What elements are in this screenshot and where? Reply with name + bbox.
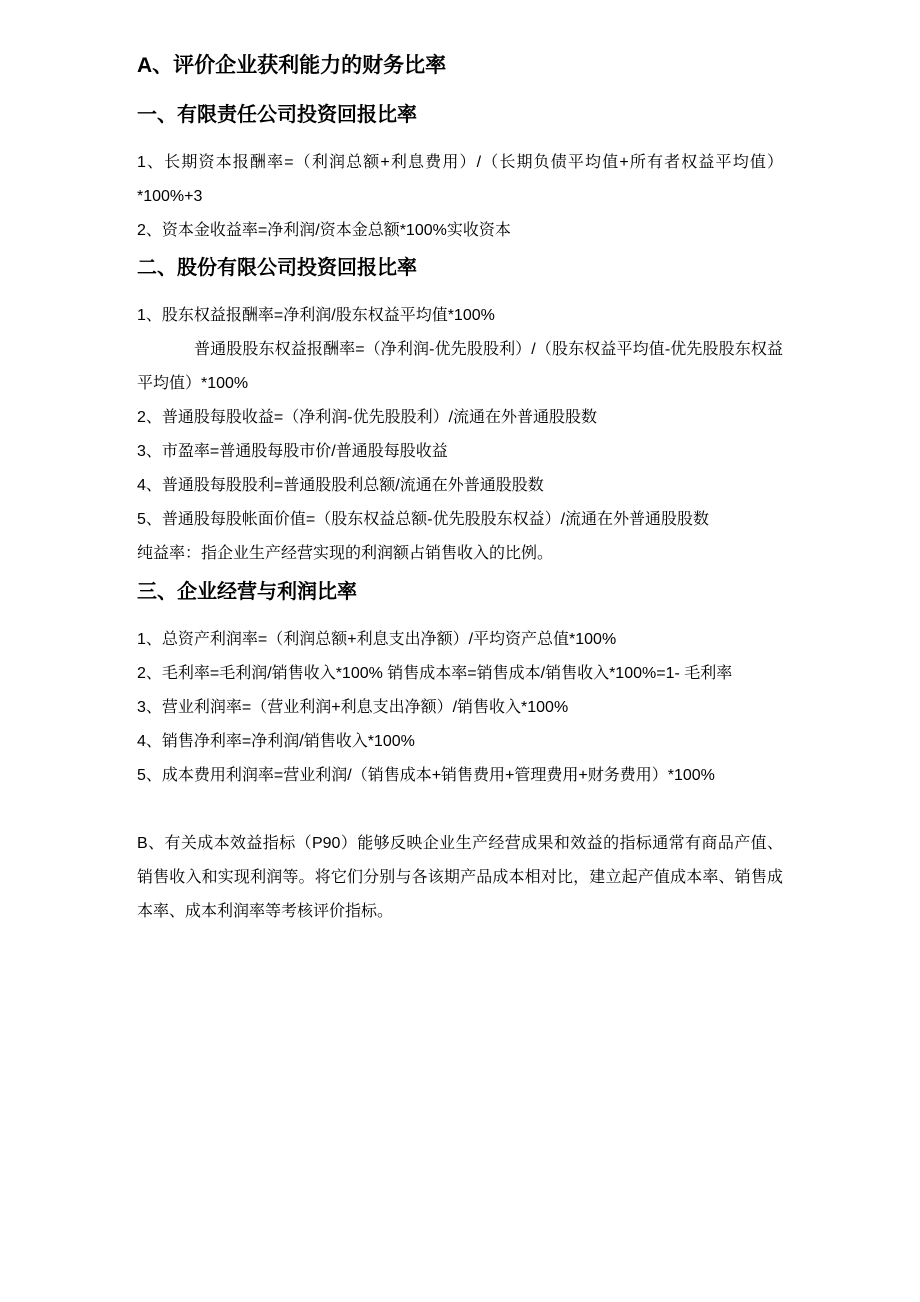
formula-item: 1、总资产利润率=（利润总额+利息支出净额）/平均资产总值*100% — [137, 631, 617, 648]
section-heading: 二、股份有限公司投资回报比率 — [137, 257, 417, 279]
formula-item: 2、毛利率=毛利润/销售收入*100% 销售成本率=销售成本/销售收入*100%=1- 毛利率 — [137, 665, 733, 682]
document-page — [137, 49, 783, 929]
document-title: A、评价企业获利能力的财务比率 — [137, 54, 447, 77]
formula-item: 1、长期资本报酬率=（利润总额+利息费用）/（长期负债平均值+所有者权益平均值）*100%+3 — [137, 154, 783, 205]
formula-item: 2、普通股每股收益=（净利润-优先股股利）/流通在外普通股股数 — [137, 409, 598, 426]
formula-item: 3、营业利润率=（营业利润+利息支出净额）/销售收入*100% — [137, 699, 569, 716]
section-b-paragraph: B、有关成本效益指标（P90）能够反映企业生产经营成果和效益的指标通常有商品产值、销售收入和实现利润等。将它们分别与各该期产品成本相对比，建立起产值成本率、销售成本率、成本利润率等考核评价指标。 — [137, 835, 783, 920]
formula-item: 2、资本金收益率=净利润/资本金总额*100%实收资本 — [137, 222, 511, 239]
formula-item: 5、普通股每股帐面价值=（股东权益总额-优先股股东权益）/流通在外普通股股数 — [137, 511, 710, 528]
formula-sub-item: 普通股股东权益报酬率=（净利润-优先股股利）/（股东权益平均值-优先股股东权益平均值）*100% — [137, 341, 783, 392]
formula-item: 5、成本费用利润率=营业利润/（销售成本+销售费用+管理费用+财务费用）*100% — [137, 767, 715, 784]
formula-item: 1、股东权益报酬率=净利润/股东权益平均值*100% — [137, 307, 495, 324]
section-heading: 三、企业经营与利润比率 — [137, 581, 357, 603]
formula-item: 3、市盈率=普通股每股市价/普通股每股收益 — [137, 443, 448, 460]
definition-note: 纯益率：指企业生产经营实现的利润额占销售收入的比例。 — [137, 545, 554, 562]
section-heading: 一、有限责任公司投资回报比率 — [137, 104, 417, 126]
formula-item: 4、普通股每股股利=普通股股利总额/流通在外普通股股数 — [137, 477, 544, 494]
formula-item: 4、销售净利率=净利润/销售收入*100% — [137, 733, 415, 750]
